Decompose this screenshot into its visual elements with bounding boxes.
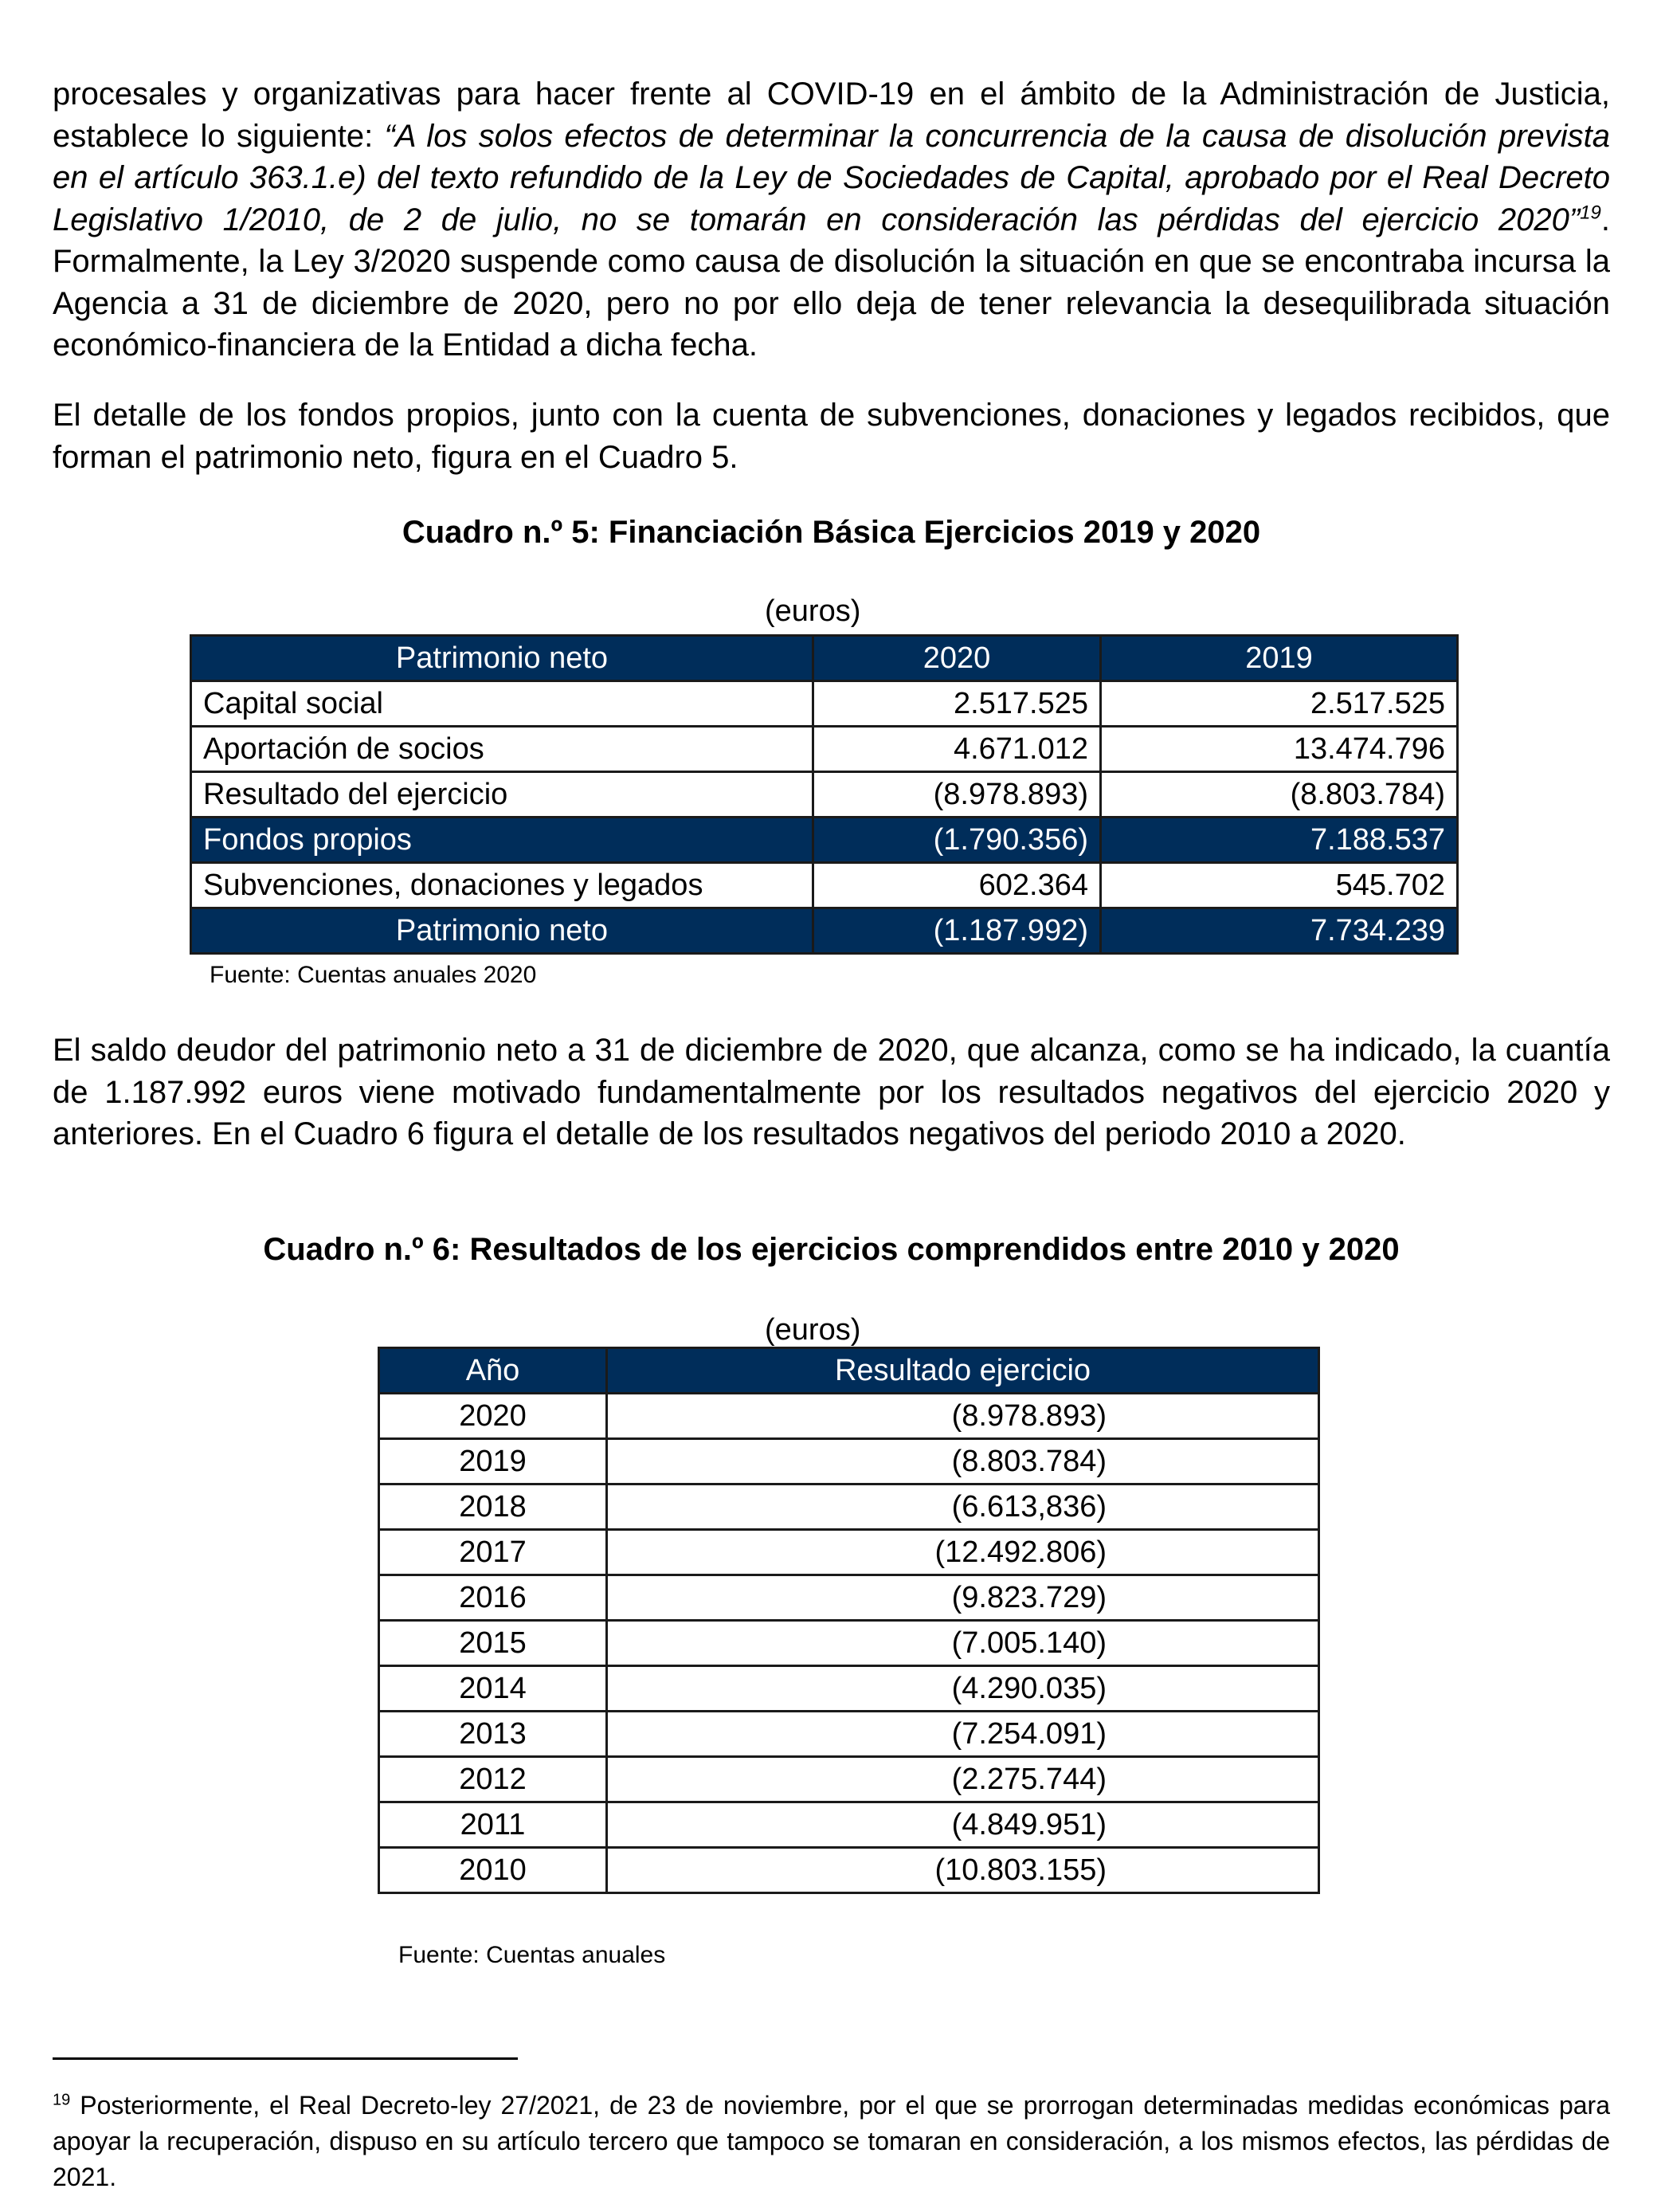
year-cell: 2010 xyxy=(379,1848,607,1893)
legal-quote: “A los solos efectos de determinar la concurrencia de la causa de disolución prevista en el artículo 363.1.e) del texto refundido de la Ley de Sociedades de Capital, aprobado por el Real Decreto Legislativo 1/2010, de 2 de julio, no se tomarán en consideración las pérdidas del ejercicio 2020” xyxy=(53,118,1611,237)
header-cell: Patrimonio neto xyxy=(191,636,813,681)
table-row xyxy=(191,772,1458,818)
value-2020: 2.517.525 xyxy=(813,681,1101,727)
table-row xyxy=(191,681,1458,727)
table-row xyxy=(379,1848,1319,1893)
row-label: Resultado del ejercicio xyxy=(191,772,813,818)
paragraph-lead: procesales y organizativas para hacer frente al COVID-19 en el ámbito de la Administración de Justicia, establece lo siguiente: xyxy=(53,76,1610,154)
row-label: Patrimonio neto xyxy=(191,908,813,954)
table-row xyxy=(191,863,1458,908)
year-cell: 2015 xyxy=(379,1621,607,1666)
value-2019: 7.734.239 xyxy=(1101,908,1458,954)
cuadro6-units: (euros) xyxy=(765,1313,861,1347)
cuadro6-caption: Cuadro n.º 6: Resultados de los ejercicios comprendidos entre 2010 y 2020 xyxy=(263,1232,1400,1267)
paragraph-saldo-deudor: El saldo deudor del patrimonio neto a 31 de diciembre de 2020, que alcanza, como se ha indicado, la cuantía de 1.187.992 euros viene motivado fundamentalmente por los resultados negativos del ejercicio 2020 y anteriores. En el Cuadro 6 figura el detalle de los resultados negativos del periodo 2010 a 2020. xyxy=(53,1033,1610,1151)
row-label: Subvenciones, donaciones y legados xyxy=(191,863,813,908)
footnote-number: 19 xyxy=(53,2091,71,2109)
result-cell: (8.803.784) xyxy=(607,1439,1319,1484)
table-row xyxy=(379,1439,1319,1484)
year-cell: 2020 xyxy=(379,1394,607,1439)
year-cell: 2013 xyxy=(379,1712,607,1757)
table-row xyxy=(191,727,1458,772)
result-cell: (10.803.155) xyxy=(607,1848,1319,1893)
year-cell: 2012 xyxy=(379,1757,607,1802)
result-cell: (7.254.091) xyxy=(607,1712,1319,1757)
row-label: Capital social xyxy=(191,681,813,727)
table-row xyxy=(379,1530,1319,1575)
result-cell: (4.290.035) xyxy=(607,1666,1319,1712)
table-header-row xyxy=(379,1348,1319,1394)
year-cell: 2018 xyxy=(379,1484,607,1530)
table-row xyxy=(379,1757,1319,1802)
cuadro5-caption: Cuadro n.º 5: Financiación Básica Ejercicios 2019 y 2020 xyxy=(402,515,1261,550)
cuadro5-table xyxy=(190,634,1459,955)
table-row xyxy=(379,1575,1319,1621)
result-cell: (12.492.806) xyxy=(607,1530,1319,1575)
cuadro5-source: Fuente: Cuentas anuales 2020 xyxy=(210,962,537,988)
result-cell: (7.005.140) xyxy=(607,1621,1319,1666)
year-cell: 2014 xyxy=(379,1666,607,1712)
table-header-row xyxy=(191,636,1458,681)
result-cell: (8.978.893) xyxy=(607,1394,1319,1439)
footnote-ref[interactable]: 19 xyxy=(1580,202,1601,224)
value-2019: 7.188.537 xyxy=(1101,818,1458,863)
value-2019: 2.517.525 xyxy=(1101,681,1458,727)
table-row xyxy=(379,1621,1319,1666)
subtotal-row-fondos-propios xyxy=(191,818,1458,863)
paragraph-fondos-propios: El detalle de los fondos propios, junto con la cuenta de subvenciones, donaciones y legados recibidos, que forman el patrimonio neto, figura en el Cuadro 5. xyxy=(53,398,1610,475)
header-cell: 2019 xyxy=(1101,636,1458,681)
value-2020: (8.978.893) xyxy=(813,772,1101,818)
year-cell: 2019 xyxy=(379,1439,607,1484)
footnote-separator xyxy=(53,2057,518,2060)
value-2020: 602.364 xyxy=(813,863,1101,908)
year-cell: 2011 xyxy=(379,1802,607,1848)
table-row xyxy=(379,1394,1319,1439)
total-row-patrimonio-neto xyxy=(191,908,1458,954)
table-row xyxy=(379,1802,1319,1848)
header-cell: 2020 xyxy=(813,636,1101,681)
value-2020: (1.187.992) xyxy=(813,908,1101,954)
footnote-19 xyxy=(53,2088,1610,2195)
header-cell: Resultado ejercicio xyxy=(607,1348,1319,1394)
cuadro5-units: (euros) xyxy=(765,594,861,628)
result-cell: (9.823.729) xyxy=(607,1575,1319,1621)
value-2019: (8.803.784) xyxy=(1101,772,1458,818)
paragraph-covid-dissolution xyxy=(53,73,1610,367)
year-cell: 2016 xyxy=(379,1575,607,1621)
paragraph-tail: . Formalmente, la Ley 3/2020 suspende como causa de disolución la situación en que se encontraba incursa la Agencia a 31 de diciembre de 2020, pero no por ello deja de tener relevancia la desequilibrada situación económico-financiera de la Entidad a dicha fecha. xyxy=(53,202,1610,363)
result-cell: (6.613,836) xyxy=(607,1484,1319,1530)
year-cell: 2017 xyxy=(379,1530,607,1575)
table-row xyxy=(379,1666,1319,1712)
table-row xyxy=(379,1484,1319,1530)
header-cell: Año xyxy=(379,1348,607,1394)
value-2020: (1.790.356) xyxy=(813,818,1101,863)
value-2019: 13.474.796 xyxy=(1101,727,1458,772)
footnote-text: Posteriormente, el Real Decreto-ley 27/2021, de 23 de noviembre, por el que se prorrogan determinadas medidas económicas para apoyar la recuperación, dispuso en su artículo tercero que tampoco se tomaran en consideración, a los mismos efectos, las pérdidas de 2021. xyxy=(53,2091,1610,2191)
table-row xyxy=(379,1712,1319,1757)
value-2020: 4.671.012 xyxy=(813,727,1101,772)
row-label: Aportación de socios xyxy=(191,727,813,772)
result-cell: (2.275.744) xyxy=(607,1757,1319,1802)
row-label: Fondos propios xyxy=(191,818,813,863)
value-2019: 545.702 xyxy=(1101,863,1458,908)
cuadro6-table xyxy=(378,1347,1320,1894)
cuadro6-source: Fuente: Cuentas anuales xyxy=(398,1942,666,1968)
result-cell: (4.849.951) xyxy=(607,1802,1319,1848)
